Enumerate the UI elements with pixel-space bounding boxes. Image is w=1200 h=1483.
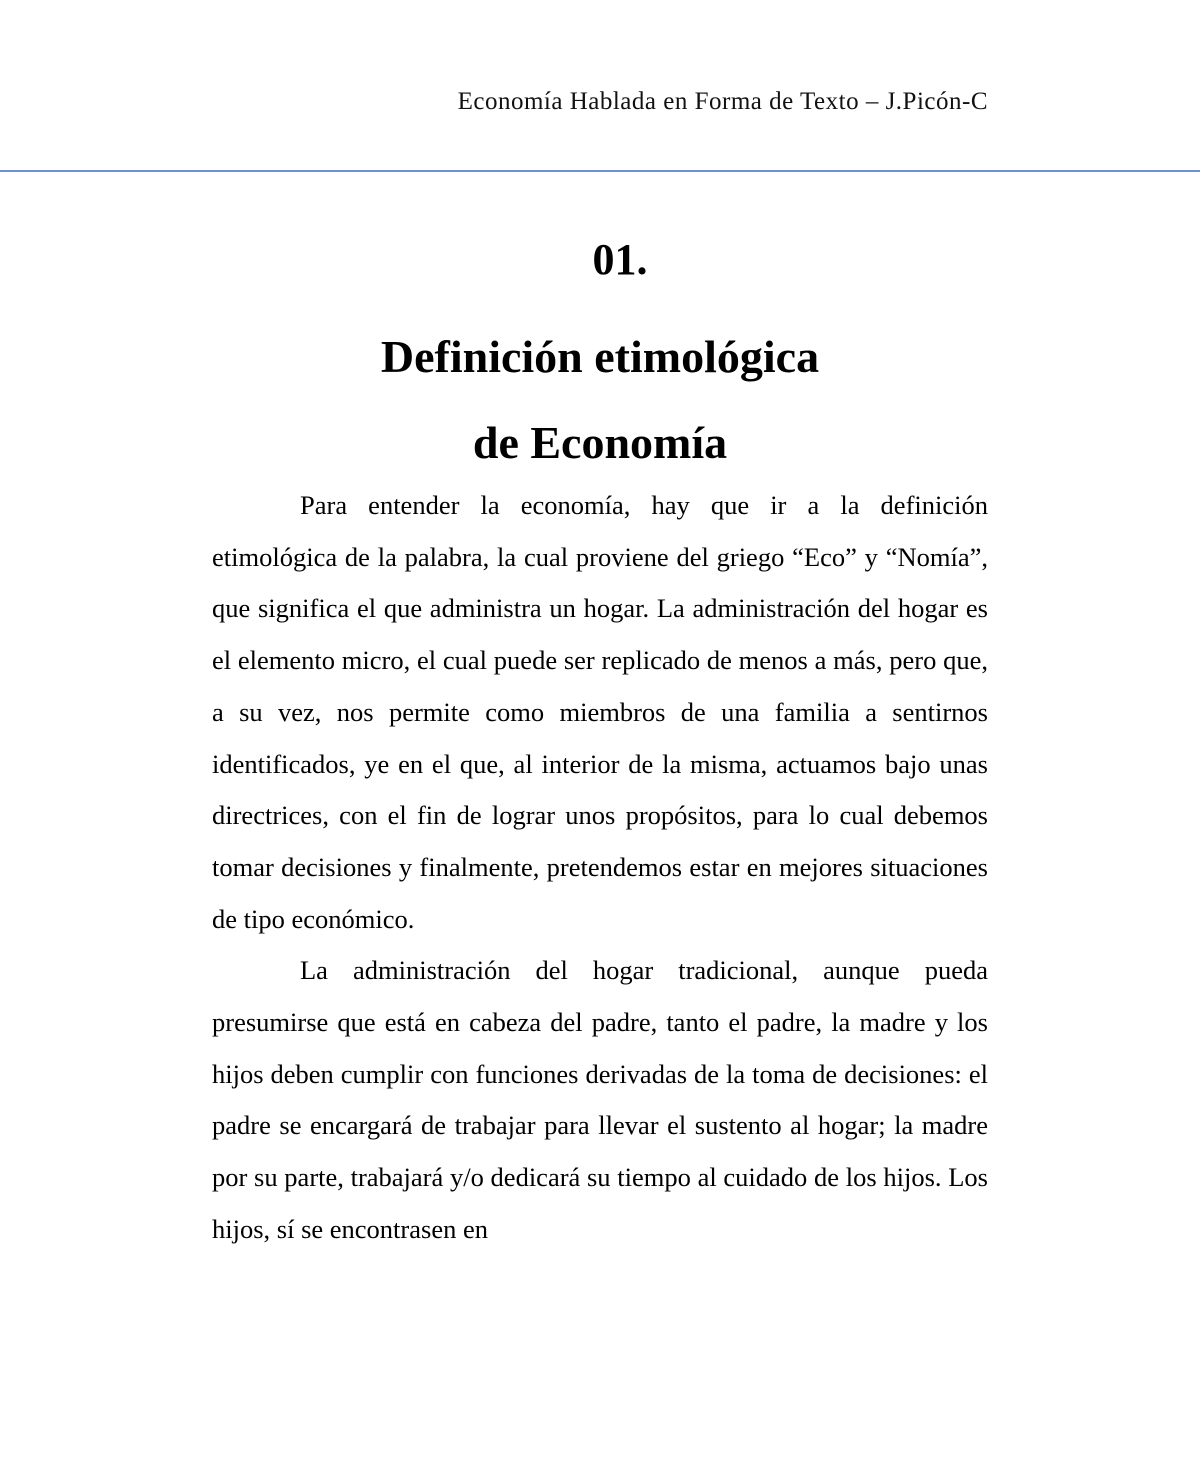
paragraph-1: Para entender la economía, hay que ir a la definición etimológica de la palabra, la cual proviene del griego “Eco” y “Nomía”, que significa el que administra un hogar. La administración del hogar es el elemento micro, el cual puede ser replicado de menos a más, pero que, a su vez, nos permite como miembros de una familia a sentirnos identificados, ye en el que, al interior de la misma, actuamos bajo unas directrices, con el fin de lograr unos propósitos, para lo cual debemos tomar decisiones y finalmente, pretendemos estar en mejores situaciones de tipo económico. bbox=[212, 490, 988, 934]
chapter-title-line-2: de Economía bbox=[472, 417, 728, 468]
chapter-title bbox=[0, 314, 1200, 486]
paragraph-2: La administración del hogar tradicional, aunque pueda presumirse que está en cabeza del padre, tanto el padre, la madre y los hijos deben cumplir con funciones derivadas de la toma de decisiones: el padre se encargará de trabajar para llevar el sustento al hogar; la madre por su parte, trabajará y/o dedicará su tiempo al cuidado de los hijos. Los hijos, sí se encontrasen en bbox=[212, 955, 988, 1244]
chapter-title-line-1: Definición etimológica bbox=[380, 331, 820, 382]
running-header: Economía Hablada en Forma de Texto – J.Picón-C bbox=[457, 88, 988, 115]
header-divider bbox=[0, 170, 1200, 172]
chapter-number: 01. bbox=[592, 235, 648, 284]
body-text bbox=[212, 480, 988, 1256]
